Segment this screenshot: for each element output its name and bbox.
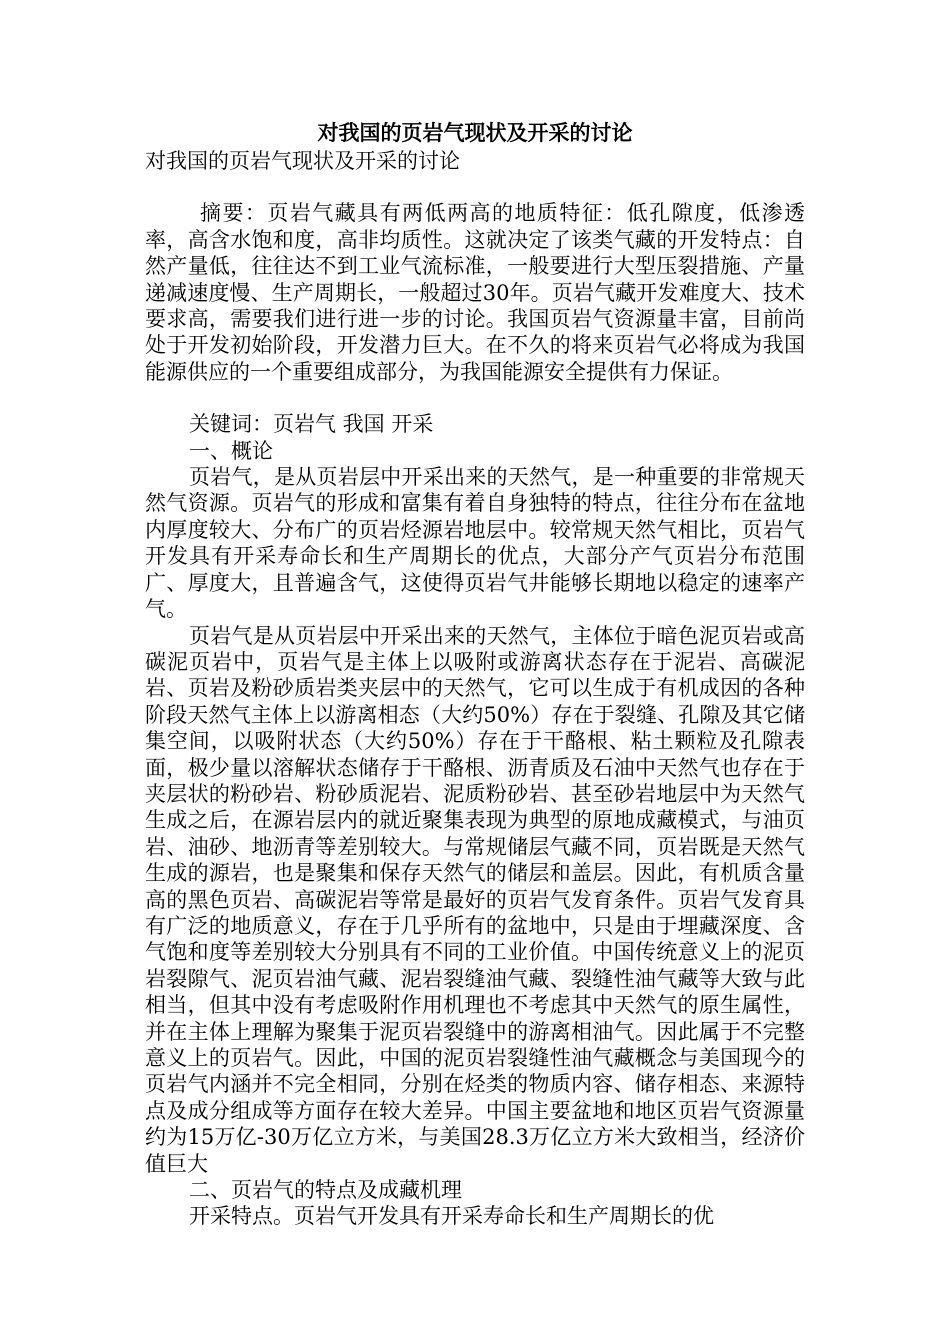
document-subtitle: 对我国的页岩气现状及开采的讨论 bbox=[145, 149, 460, 173]
section2-paragraph-1: 开采特点。页岩气开发具有开采寿命长和生产周期长的优 bbox=[189, 1204, 714, 1229]
spacer bbox=[145, 385, 805, 411]
section-heading-1: 一、概论 bbox=[189, 438, 273, 463]
abstract-paragraph: 摘要：页岩气藏具有两低两高的地质特征：低孔隙度，低渗透率，高含水饱和度，高非均质性。这就决定了该类气藏的开发特点：自然产量低，往往达不到工业气流标准，一般要进行大型压裂措施、产量递减速度慢、生产周期长，一般超过30年。页岩气藏开发难度大、技术要求高，需要我们进行进一步的讨论。我国页岩气资源量丰富，目前尚处于开发初始阶段，开发潜力巨大。在不久的将来页岩气必将成为我国能源供应的一个重要组成部分，为我国能源安全提供有力保证。 bbox=[145, 201, 805, 384]
document-title: 对我国的页岩气现状及开采的讨论 bbox=[317, 120, 633, 145]
keywords-line: 关键词：页岩气 我国 开采 bbox=[189, 412, 434, 437]
spacer bbox=[145, 174, 805, 200]
document-page bbox=[145, 118, 805, 1230]
section-heading-2: 二、页岩气的特点及成藏机理 bbox=[189, 1178, 462, 1203]
section1-paragraph-2: 页岩气是从页岩层中开采出来的天然气，主体位于暗色泥页岩或高碳泥页岩中，页岩气是主体上以吸附或游离状态存在于泥岩、高碳泥岩、页岩及粉砂质岩类夹层中的天然气，它可以生成于有机成因的各种阶段天然气主体上以游离相态（大约50%）存在于裂缝、孔隙及其它储集空间，以吸附状态（大约50%）存在于干酪根、粘土颗粒及孔隙表面，极少量以溶解状态储存于干酪根、沥青质及石油中天然气也存在于夹层状的粉砂岩、粉砂质泥岩、泥质粉砂岩、甚至砂岩地层中为天然气生成之后，在源岩层内的就近聚集表现为典型的原地成藏模式，与油页岩、油砂、地沥青等差别较大。与常规储层气藏不同，页岩既是天然气生成的源岩，也是聚集和保存天然气的储层和盖层。因此，有机质含量高的黑色页岩、高碳泥岩等常是最好的页岩气发育条件。页岩气发育具有广泛的地质意义，存在于几乎所有的盆地中，只是由于埋藏深度、含气饱和度等差别较大分别具有不同的工业价值。中国传统意义上的泥页岩裂隙气、泥页岩油气藏、泥岩裂缝油气藏、裂缝性油气藏等大致与此相当，但其中没有考虑吸附作用机理也不考虑其中天然气的原生属性，并在主体上理解为聚集于泥页岩裂缝中的游离相油气。因此属于不完整意义上的页岩气。因此，中国的泥页岩裂缝性油气藏概念与美国现今的页岩气内涵并不完全相同，分别在烃类的物质内容、储存相态、来源特点及成分组成等方面存在较大差异。中国主要盆地和地区页岩气资源量约为15万亿-30万亿立方米，与美国28.3万亿立方米大致相当，经济价值巨大 bbox=[145, 623, 805, 1176]
section1-paragraph-1: 页岩气，是从页岩层中开采出来的天然气，是一种重要的非常规天然气资源。页岩气的形成和富集有着自身独特的特点，往往分布在盆地内厚度较大、分布广的页岩烃源岩地层中。较常规天然气相比，页岩气开发具有开采寿命长和生产周期长的优点，大部分产气页岩分布范围广、厚度大，且普遍含气，这使得页岩气井能够长期地以稳定的速率产气。 bbox=[145, 465, 805, 622]
